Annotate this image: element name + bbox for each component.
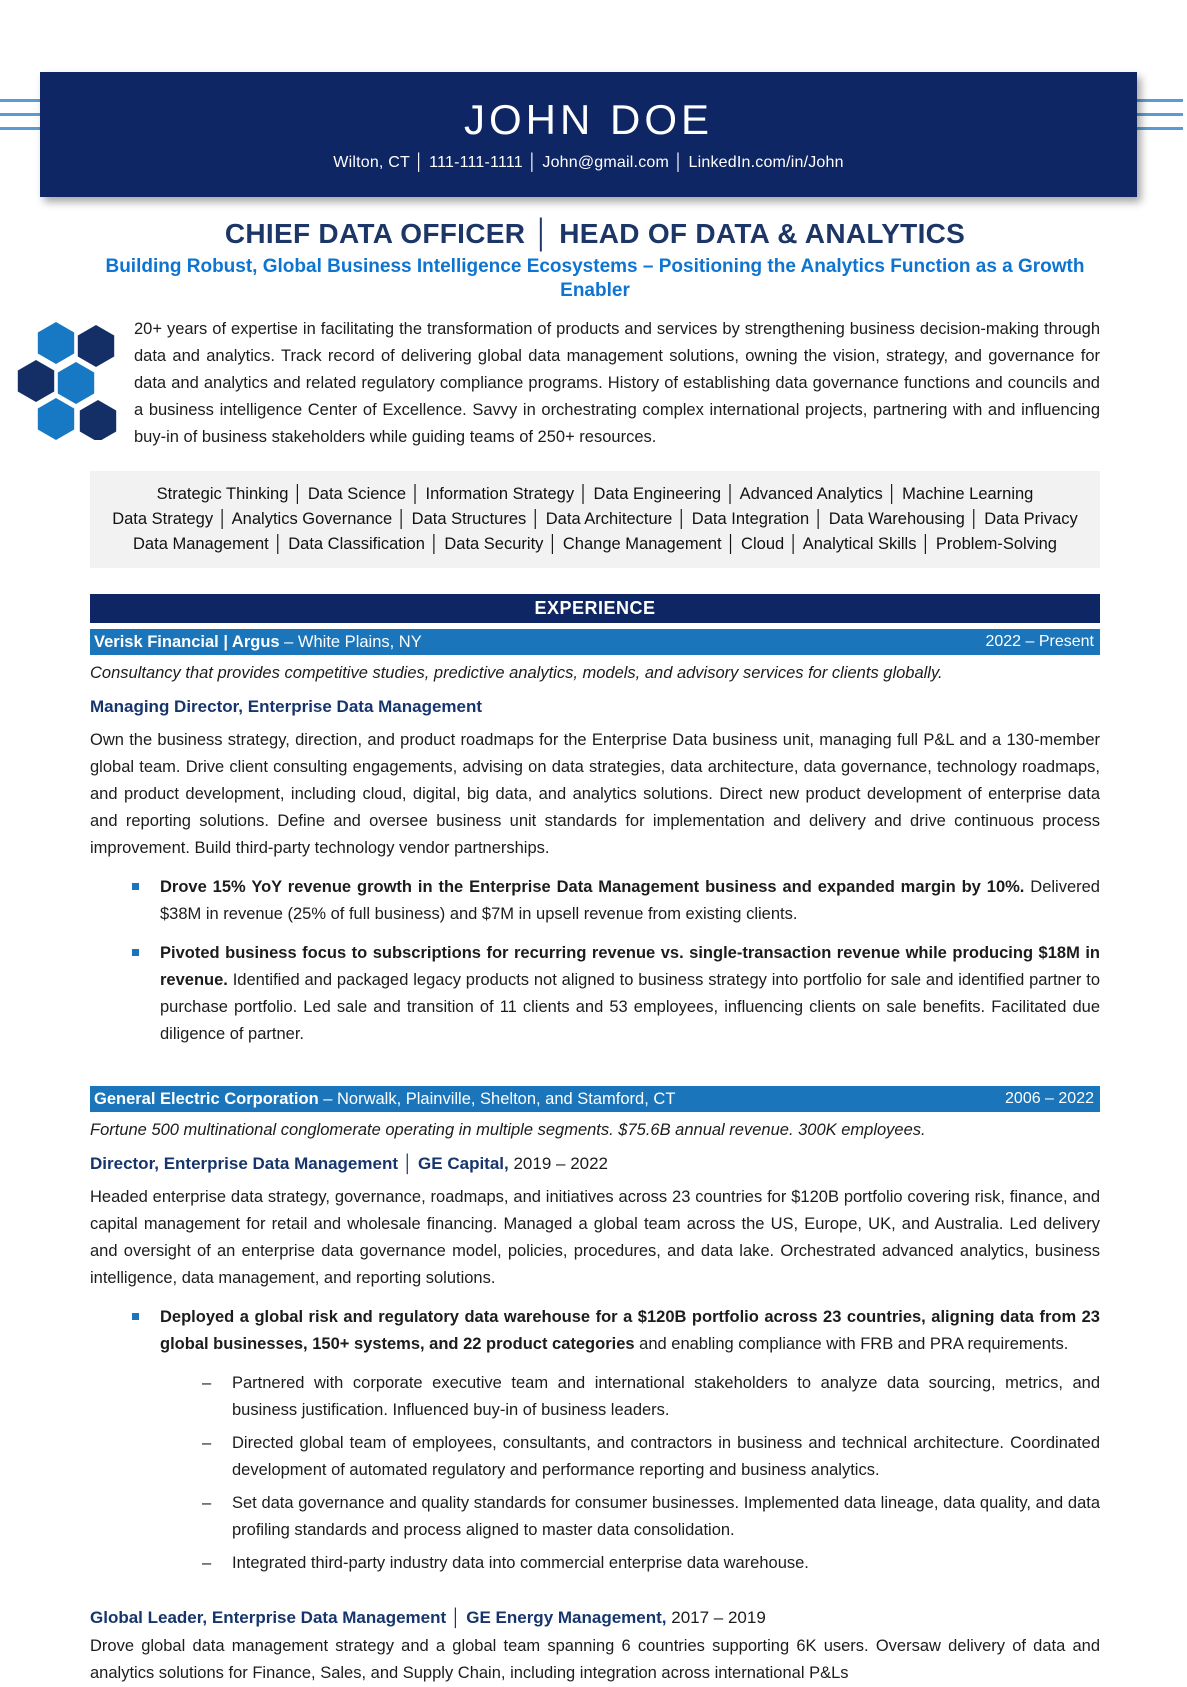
role-title-text: Director, Enterprise Data Management │ GE Capital, [90,1154,509,1173]
role-title [90,696,1100,718]
sub-bullet-text: Partnered with corporate executive team and international stakeholders to analyze data sourcing, metrics, and business justification. Influenced buy-in of business leaders. [232,1374,1100,1419]
square-bullet-icon [132,883,139,890]
sub-bullet [200,1550,1100,1577]
bullet-rest-text: Delivered $38M in revenue (25% of full business) and $7M in upsell revenue from existing clients. [160,878,1100,923]
bullet-rest-text: Identified and packaged legacy products not aligned to business strategy into portfolio for sale and identified partner to purchase portfolio. Led sale and transition of 11 clients and 53 employees, influencing clients on sale benefits. Facilitated due diligence of partner. [160,971,1100,1043]
skills-line: Data Strategy │ Analytics Governance │ Data Structures │ Data Architecture │ Data Integration │ Data Warehousing │ Data Privacy [112,510,1078,528]
bullet-text [160,874,1100,928]
dash-bullet-icon: – [202,1434,212,1452]
skills-line: Strategic Thinking │ Data Science │ Information Strategy │ Data Engineering │ Advanced Analytics │ Machine Learning [156,485,1034,503]
summary-paragraph: 20+ years of expertise in facilitating the transformation of products and services by strengthening business decision-making through data and analytics. Track record of delivering global data management solutions, owning the vision, strategy, and governance for data and analytics and related regulatory compliance programs. History of establishing data governance functions and councils and a business intelligence Center of Excellence. Savvy in orchestrating complex international projects, partnering with and influencing buy-in of business stakeholders while guiding teams of 250+ resources. [134,320,1100,446]
contact-line: Wilton, CT │ 111-111-1111 │ John@gmail.com │ LinkedIn.com/in/John [333,153,844,171]
dash-bullet-icon: – [202,1554,212,1572]
square-bullet-icon [132,949,139,956]
company-bar-ge [90,1086,1100,1112]
company-descriptor: Fortune 500 multinational conglomerate operating in multiple segments. $75.6B annual revenue. 300K employees. [90,1121,926,1139]
bullet-text [160,940,1100,1048]
company-location: – Norwalk, Plainville, Shelton, and Stamford, CT [318,1089,676,1108]
achievement-bullet [130,874,1100,928]
company-dates: 2006 – 2022 [1005,1090,1094,1107]
skills-section [90,471,1100,568]
role-title-text: Managing Director, Enterprise Data Management [90,697,483,716]
skills-line: Data Management │ Data Classification │ Data Security │ Change Management │ Cloud │ Analytical Skills │ Problem-Solving [133,535,1057,553]
role-paragraph: Headed enterprise data strategy, governance, roadmaps, and initiatives across 23 countries for $120B portfolio covering risk, finance, and capital management for retail and wholesale financing. Managed a global team across the US, Europe, UK, and Australia. Led delivery and oversight of an enterprise data governance model, policies, procedures, and data lake. Orchestrated advanced analytics, business intelligence, data management, and reporting solutions. [90,1188,1100,1287]
sub-bullet [200,1430,1100,1484]
role-title-text: Global Leader, Enterprise Data Management │ GE Energy Management, [90,1608,667,1627]
experience-section-header: EXPERIENCE [90,594,1100,623]
bullet-bold-text: Pivoted business focus to subscriptions for recurring revenue vs. single-transaction revenue while producing $18M in revenue. [160,944,1100,989]
company-descriptor: Consultancy that provides competitive studies, predictive analytics, models, and advisory services for clients globally. [90,664,943,682]
bullet-text [160,1304,1100,1358]
achievement-bullet [130,940,1100,1048]
company-location: – White Plains, NY [279,632,422,651]
company-dates: 2022 – Present [985,633,1094,650]
bullet-rest-text: and enabling compliance with FRB and PRA requirements. [634,1335,1069,1353]
role-paragraph: Own the business strategy, direction, and product roadmaps for the Enterprise Data business unit, managing full P&L and a 130-member global team. Drive client consulting engagements, advising on data strategies, data architecture, data governance, technology roadmaps, and product development, including cloud, digital, big data, and analytics solutions. Direct new product development of enterprise data and reporting solutions. Define and oversee business unit standards for implementation and delivery and drive continuous process improvement. Build third-party technology vendor partnerships. [90,731,1100,857]
dash-bullet-icon: – [202,1374,212,1392]
bullet-bold-text: Drove 15% YoY revenue growth in the Enterprise Data Management business and expanded margin by 10%. [160,878,1025,896]
role-date: 2019 – 2022 [508,1154,609,1173]
bullet-bold-text: Deployed a global risk and regulatory data warehouse for a $120B portfolio across 23 countries, aligning data from 23 global businesses, 150+ systems, and 22 product categories [160,1308,1100,1353]
company-bar-verisk [90,629,1100,655]
company-name: General Electric Corporation [94,1089,319,1108]
page-title: CHIEF DATA OFFICER │ HEAD OF DATA & ANALYTICS [224,218,966,249]
sub-bullet [200,1370,1100,1424]
role-title [90,1607,1100,1629]
sub-bullet-text: Integrated third-party industry data into commercial enterprise data warehouse. [232,1554,809,1572]
sub-bullet-text: Directed global team of employees, consultants, and contractors in business and technical architecture. Coordinated development of automated regulatory and performance reporting and business analytics. [232,1434,1100,1479]
page-subtitle: Building Robust, Global Business Intelligence Ecosystems – Positioning the Analytics Function as a Growth Enabler [105,256,1085,301]
dash-bullet-icon: – [202,1494,212,1512]
summary-section [90,316,1100,451]
company-title [94,633,422,652]
square-bullet-icon [132,1313,139,1320]
person-name: JOHN DOE [463,96,713,144]
achievement-bullet [130,1304,1100,1358]
role-paragraph: Drove global data management strategy and a global team spanning 6 countries supporting 6K users. Oversaw delivery of data and analytics solutions for Finance, Sales, and Supply Chain, including integration across international P&Ls [90,1637,1100,1682]
company-name: Verisk Financial | Argus [94,632,280,651]
role-title [90,1153,1100,1175]
hexagon-cluster-icon [14,318,122,445]
sub-bullet-text: Set data governance and quality standards for consumer businesses. Implemented data lineage, data quality, and data profiling standards and process aligned to master data consolidation. [232,1494,1100,1539]
company-title [94,1090,675,1109]
role-date: 2017 – 2019 [666,1608,766,1627]
